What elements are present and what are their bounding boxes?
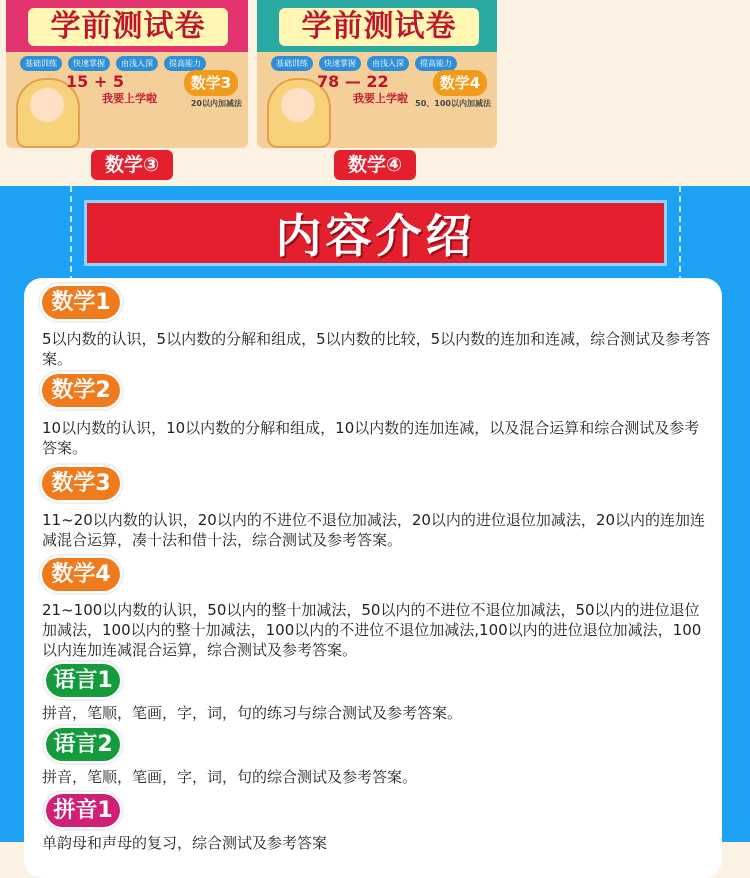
cover-subject-badge: 数学4 xyxy=(433,70,487,96)
cover-tag: 提高能力 xyxy=(415,56,457,71)
cover-numbers: 78 — 22 xyxy=(317,72,389,91)
cover-subject-badge: 数学3 xyxy=(184,70,238,96)
section-heading-banner xyxy=(84,200,667,266)
badge-language2: 语言2 xyxy=(46,728,120,761)
cover-tag: 快速掌握 xyxy=(68,56,110,71)
book-cover-math3[interactable] xyxy=(6,0,248,148)
badge-math2: 数学2 xyxy=(42,374,120,407)
desc-math3: 11~20以内数的认识，20以内的不进位不退位加减法，20以内的进位退位加减法，20以内的连加连减混合运算，凑十法和借十法，综合测试及参考答案。 xyxy=(42,511,706,549)
cover-tag: 由浅入深 xyxy=(367,56,409,71)
cover-tag: 基础训练 xyxy=(271,56,313,71)
cover-slogan: 我要上学啦 xyxy=(102,92,157,105)
cover-range: 50、100以内加减法 xyxy=(415,99,491,108)
badge-pinyin1: 拼音1 xyxy=(46,794,120,827)
desc-math1: 5以内数的认识，5以内数的分解和组成，5以内数的比较，5以内数的连加和连减，综合测试及参考答案。 xyxy=(42,330,711,368)
book-label-math3[interactable]: 数学③ xyxy=(91,150,173,180)
desc-math2: 10以内数的认识，10以内数的分解和组成，10以内数的连加连减，以及混合运算和综合测试及参考答案。 xyxy=(42,419,700,457)
badge-math4: 数学4 xyxy=(42,558,120,591)
cover-tag: 由浅入深 xyxy=(116,56,158,71)
book-title: 学前测试卷 xyxy=(28,8,228,46)
cover-tags xyxy=(20,56,206,71)
desc-language1: 拼音，笔顺，笔画，字，词，句的练习与综合测试及参考答案。 xyxy=(42,704,463,722)
cover-tag: 基础训练 xyxy=(20,56,62,71)
cover-tag: 提高能力 xyxy=(164,56,206,71)
cover-tag: 快速掌握 xyxy=(319,56,361,71)
cover-numbers: 15 + 5 xyxy=(66,72,124,91)
cover-tags xyxy=(271,56,457,71)
desc-pinyin1: 单韵母和声母的复习，综合测试及参考答案 xyxy=(42,834,328,852)
section-heading: 内容介绍 xyxy=(275,209,476,263)
product-books-strip xyxy=(0,0,750,186)
book-label-math4[interactable]: 数学④ xyxy=(334,150,416,180)
desc-math4: 21~100以内数的认识，50以内的整十加减法，50以内的不进位不退位加减法，50以内的进位退位加减法，100以内的整十加减法，100以内的不进位不退位加减法,100以内的进位退位加减法，100以内连加连减混合运算，综合测试及参考答案。 xyxy=(42,601,702,659)
badge-language1: 语言1 xyxy=(46,664,120,697)
book-cover-math4[interactable] xyxy=(257,0,497,148)
badge-math1: 数学1 xyxy=(42,286,120,319)
cover-slogan: 我要上学啦 xyxy=(353,92,408,105)
badge-math3: 数学3 xyxy=(42,467,120,500)
book-title: 学前测试卷 xyxy=(279,8,479,46)
desc-language2: 拼音，笔顺，笔画，字，词，句的综合测试及参考答案。 xyxy=(42,768,418,786)
cover-range: 20以内加减法 xyxy=(190,99,242,108)
